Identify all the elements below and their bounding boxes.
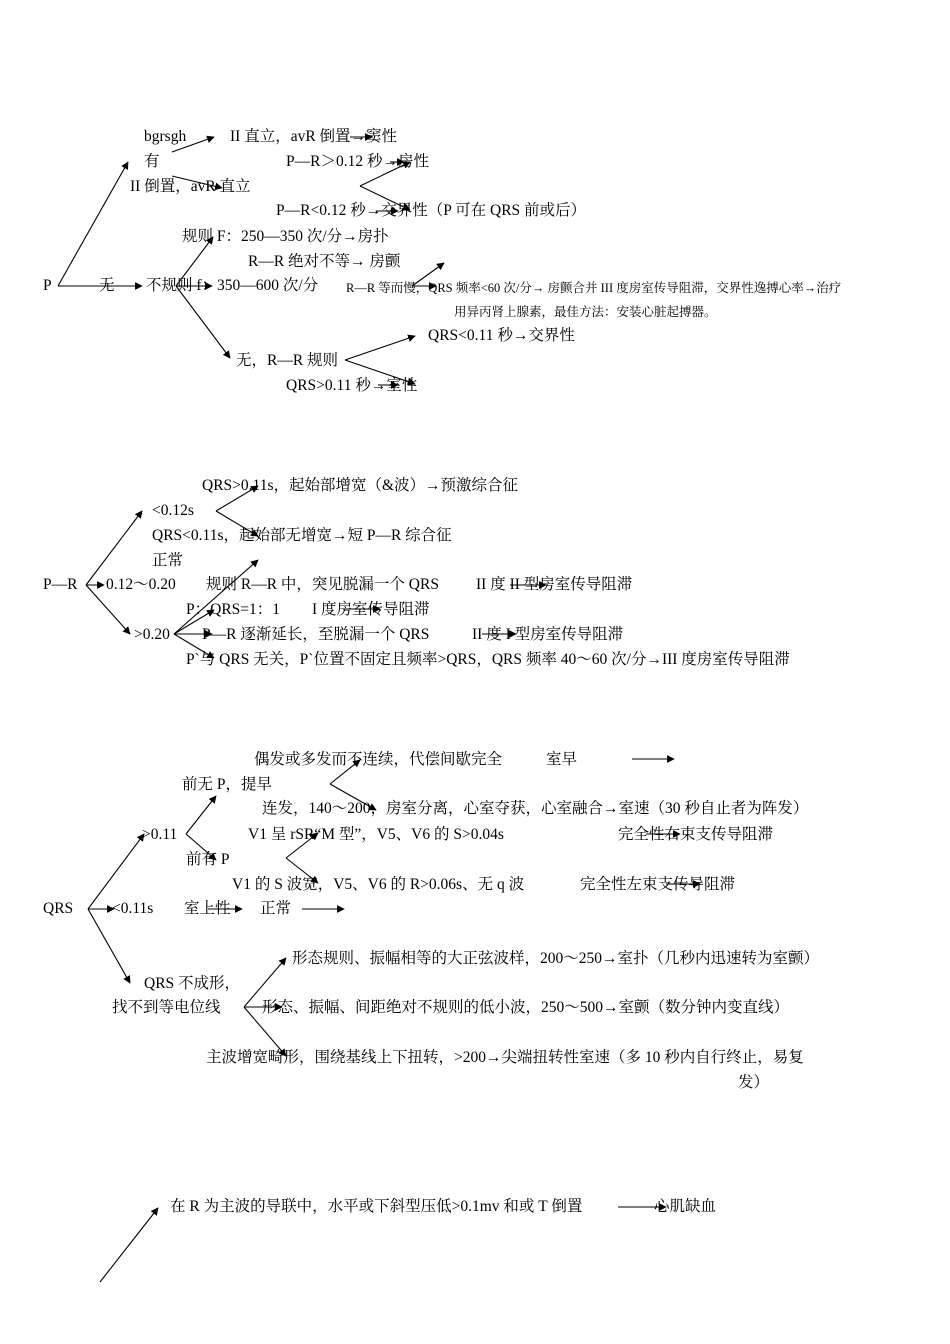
sudden-dropped-qrs: 规则 R—R 中，突见脱漏一个 QRS [206, 576, 439, 593]
lbbb: 完全性左束支传导阻滞 [580, 876, 736, 893]
ventricular-wide-qrs: QRS>0.11 秒→室性 [286, 377, 418, 394]
pr-interval-root: P—R [43, 576, 78, 593]
has-p-before: 前有 P [186, 851, 230, 868]
v1-wide-s: V1 的 S 波宽，V5、V6 的 R>0.06s、无 q 波 [232, 876, 525, 893]
arrow-none-down [176, 286, 230, 358]
no-p-label: 无 [99, 277, 115, 294]
torsades-continued: 发） [738, 1074, 770, 1091]
ventricular-fibrillation: 形态、振幅、间距绝对不规则的低小波，250～500→室颤（数分钟内变直线） [262, 999, 790, 1016]
mobitz-2-block: II 度 II 型房室传导阻滞 [476, 576, 633, 593]
ventricular-premature: 室早 [546, 751, 578, 768]
st-depression: 在 R 为主波的导联中，水平或下斜型压低>0.1mv 和或 T 倒置 [170, 1198, 583, 1215]
has-p-word: 有 [144, 153, 160, 170]
myocardial-ischemia: 心肌缺血 [654, 1198, 717, 1215]
arrow-qrs-down [88, 909, 130, 983]
no-p-premature: 前无 P，提早 [182, 776, 272, 793]
p-qrs-ratio: P：QRS=1：1 [186, 601, 281, 618]
pr-normal-range: 0.12～0.20 [106, 576, 176, 593]
af-complete-block: R—R 等而慢，QRS 频率<60 次/分→ 房颤合并 III 度房室传导阻滞，交界性逸搏心率→治疗 [346, 281, 842, 295]
junctional-narrow-qrs: QRS<0.11 秒→交界性 [428, 327, 575, 344]
p-inverted: II 倒置，avR 直立 [130, 178, 251, 195]
mobitz-1-block: II 度 I 型房室传导阻滞 [472, 626, 624, 643]
supraventricular: 室上性 [184, 900, 231, 917]
arrow-ischemia-up [100, 1208, 158, 1282]
no-isoelectric-line: 找不到等电位线 [112, 999, 221, 1016]
arrow-long-up1 [174, 560, 258, 634]
rbbb: 完全性右束支传导阻滞 [618, 826, 774, 843]
pr-normal-word: 正常 [152, 552, 184, 569]
arrow-wide-up [186, 796, 216, 834]
atrial-flutter: 规则 F：250—350 次/分→房扑 [182, 228, 389, 245]
arrow-qrs-up [88, 834, 144, 909]
arrow-pr-up [86, 511, 142, 585]
pr-short: <0.12s [152, 502, 194, 519]
v1-rsr-pattern: V1 呈 rSR“M 型”，V5、V6 的 S>0.04s [248, 826, 504, 843]
junctional-rhythm: P—R<0.12 秒→交界性（P 可在 QRS 前或后） [276, 202, 587, 219]
qrs-wide: >0.11 [142, 826, 178, 843]
lgl-syndrome: QRS<0.11s，起始部无增宽→短 P—R 综合征 [152, 527, 452, 544]
qrs-root: QRS [43, 900, 74, 917]
irregular-f-wave: 不规则 f：350—600 次/分 [146, 277, 319, 294]
atrial-fibrillation: R—R 绝对不等→ 房颤 [248, 253, 401, 270]
sinus-rhythm: II 直立，avR 倒置→窦性 [230, 128, 398, 145]
third-degree-block: P`与 QRS 无关，P`位置不固定且频率>QRS，QRS 频率 40～60 次/分→III 度房室传导阻滞 [186, 651, 790, 668]
atrial-rhythm: P—R＞0.12 秒→房性 [286, 153, 429, 170]
wpw-syndrome: QRS>0.11s，起始部增宽（&波）→预激综合征 [202, 477, 519, 494]
pr-progressive: P—R 逐渐延长，至脱漏一个 QRS [202, 626, 430, 643]
qrs-unformed: QRS 不成形， [144, 975, 241, 992]
first-degree-block: I 度房室传导阻滞 [312, 601, 430, 618]
arrow-rr-up [345, 336, 415, 360]
sporadic-vpb: 偶发或多发而不连续，代偿间歇完全 [254, 751, 503, 768]
pr-long: >0.20 [134, 626, 170, 643]
torsades-de-pointes: 主波增宽畸形，围绕基线上下扭转，>200→尖端扭转性室速（多 10 秒内自行终止，易复 [206, 1049, 804, 1066]
qrs-narrow: <0.11s [112, 900, 154, 917]
qrs-normal: 正常 [260, 900, 292, 917]
arrow-p-up [58, 162, 128, 286]
no-p-regular-rr: 无，R—R 规则 [236, 352, 339, 369]
p-wave-root: P [43, 277, 52, 294]
ventricular-tachycardia: 连发，140～200，房室分离，心室夺获，心室融合→室速（30 秒自止者为阵发） [262, 800, 809, 817]
ventricular-flutter: 形态规则、振幅相等的大正弦波样，200～250→室扑（几秒内迅速转为室颤） [292, 950, 820, 967]
af-treatment: 用异丙肾上腺素，最佳方法：安装心脏起搏器。 [454, 305, 717, 319]
has-p-label: bgrsgh [144, 128, 187, 145]
